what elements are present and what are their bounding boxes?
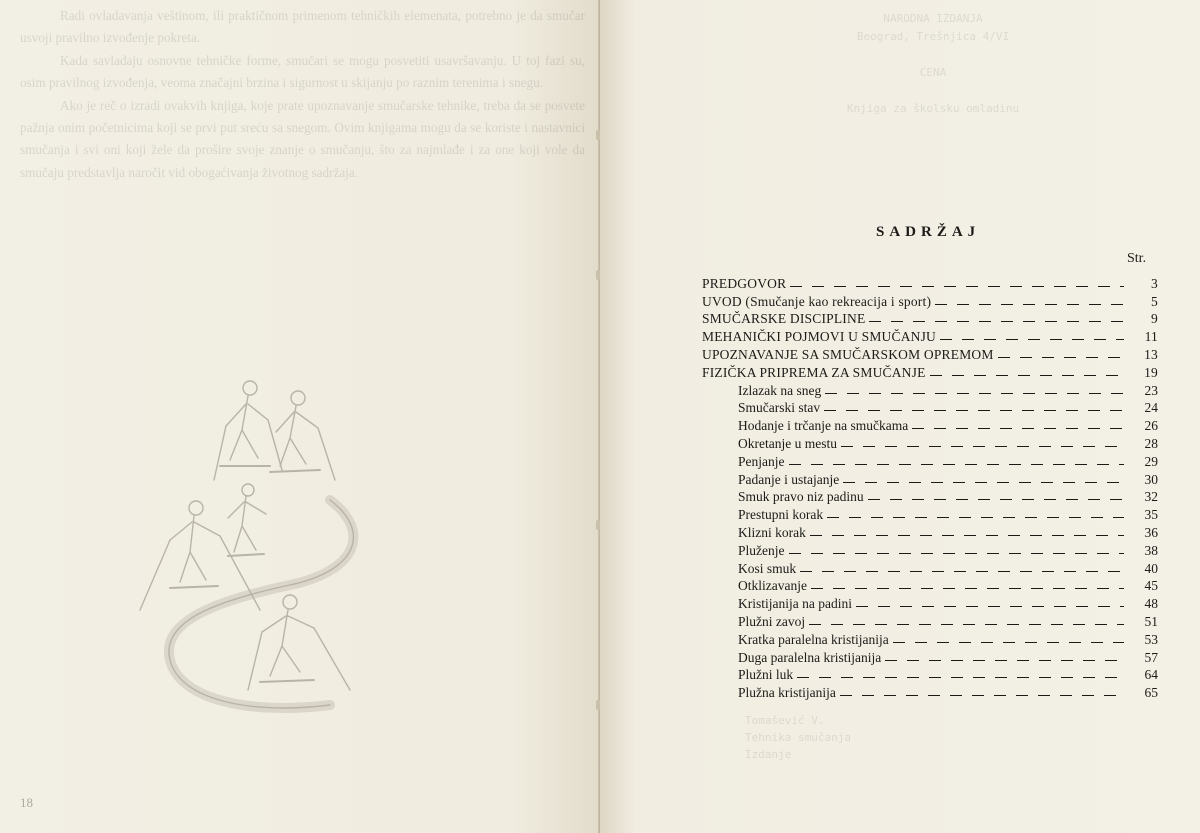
toc-leader-dashes (810, 535, 1124, 536)
toc-entry-page: 57 (1144, 649, 1158, 665)
ghost-paragraph: Ako je reč o izradi ovakvih knjiga, koje prate upoznavanje smučarske tehnike, treba da se posvete pažnja onim početnicima koji se prvi put sreću sa snegom. Ovim knjigama mogu da se koriste i nastavnici smučanja i svi oni koji žele da prošire svoje znanje o smučanju, što za najmlađe i za one koji vole da smučaju predstavlja naročit vid obogaćivanja životnog sadržaja. (20, 97, 585, 180)
left-page-number-ghost: 18 (20, 795, 33, 810)
toc-entry-label: Prestupni korak (738, 507, 824, 523)
toc-leader-dashes (935, 304, 1124, 305)
skiers-on-slope-icon (130, 370, 370, 750)
toc-entry-label: Okretanje u mestu (738, 435, 837, 451)
toc-entry (702, 363, 1158, 381)
toc-leader-dashes (824, 410, 1124, 411)
toc-entry-page: 38 (1144, 542, 1158, 558)
show-through-text (20, 5, 585, 184)
toc-entry-label: Plužni zavoj (738, 613, 806, 629)
toc-entry-page: 23 (1144, 382, 1158, 398)
toc-entry (702, 630, 1158, 648)
toc-title: SADRŽAJ (876, 224, 981, 240)
toc-entry (702, 666, 1158, 684)
toc-entry (702, 416, 1158, 434)
toc-entry-page: 29 (1144, 453, 1158, 469)
toc-entry-label: UVOD (Smučanje kao rekreacija i sport) (702, 293, 932, 309)
toc-leader-dashes (840, 695, 1124, 696)
toc-entry (702, 541, 1158, 559)
toc-leader-dashes (998, 357, 1124, 358)
toc-entry-label: Kratka paralelna kristijanija (738, 631, 889, 647)
toc-entry (702, 434, 1158, 452)
toc-entry (702, 381, 1158, 399)
toc-entry-page: 65 (1144, 685, 1158, 701)
toc-entry (702, 577, 1158, 595)
toc-leader-dashes (825, 393, 1124, 394)
toc-entry (702, 274, 1158, 292)
toc-entry (702, 292, 1158, 310)
toc-leader-dashes (790, 286, 1124, 287)
toc-leader-dashes (930, 375, 1124, 376)
toc-entry-page: 5 (1151, 293, 1158, 309)
toc-leader-dashes (797, 677, 1124, 678)
toc-leader-dashes (841, 446, 1124, 447)
toc-entry-page: 48 (1144, 596, 1158, 612)
toc-entry-label: PREDGOVOR (702, 275, 787, 291)
toc-entry-page: 9 (1151, 311, 1158, 327)
toc-entry-page: 28 (1144, 435, 1158, 451)
toc-entry-page: 53 (1144, 631, 1158, 647)
toc-leader-dashes (868, 499, 1124, 500)
toc-leader-dashes (809, 624, 1124, 625)
table-of-contents (702, 274, 1158, 701)
toc-leader-dashes (789, 464, 1125, 465)
toc-entry (702, 470, 1158, 488)
toc-entry-page: 40 (1144, 560, 1158, 576)
toc-entry-label: Plužna kristijanija (738, 685, 836, 701)
toc-leader-dashes (912, 428, 1124, 429)
toc-entry-page: 51 (1144, 613, 1158, 629)
toc-entry-page: 36 (1144, 524, 1158, 540)
toc-entry (702, 327, 1158, 345)
toc-entry-label: Kosi smuk (738, 560, 797, 576)
toc-entry-label: Hodanje i trčanje na smučkama (738, 418, 909, 434)
toc-entry-label: Smučarski stav (738, 400, 821, 416)
toc-leader-dashes (827, 517, 1124, 518)
toc-entry-label: Klizni korak (738, 524, 806, 540)
toc-entry-page: 3 (1151, 275, 1158, 291)
toc-entry-label: UPOZNAVANJE SA SMUČARSKOM OPREMOM (702, 346, 994, 362)
toc-entry-page: 26 (1144, 418, 1158, 434)
toc-leader-dashes (885, 660, 1124, 661)
toc-entry-label: Pluženje (738, 542, 785, 558)
toc-entry (702, 683, 1158, 701)
toc-entry-label: Plužni luk (738, 667, 794, 683)
toc-leader-dashes (940, 339, 1124, 340)
toc-entry (702, 345, 1158, 363)
toc-entry-page: 19 (1144, 364, 1158, 380)
ghost-paragraph: Kada savladaju osnovne tehničke forme, smučari se mogu posvetiti usavršavanju. U toj fazi su, osim pravilnog izvođenja, veoma značajni brzina i sigurnost u skijanju po raznim terenima i snegu. (20, 52, 585, 91)
toc-entry-page: 30 (1144, 471, 1158, 487)
toc-entry (702, 399, 1158, 417)
toc-entry-page: 32 (1144, 489, 1158, 505)
toc-entry-page: 11 (1144, 329, 1158, 345)
toc-entry-page: 13 (1144, 346, 1158, 362)
toc-entry-label: Kristijanija na padini (738, 596, 852, 612)
toc-entry-page: 24 (1144, 400, 1158, 416)
toc-entry-page: 45 (1144, 578, 1158, 594)
toc-entry-page: 35 (1144, 507, 1158, 523)
toc-entry-label: Penjanje (738, 453, 785, 469)
toc-leader-dashes (856, 606, 1124, 607)
toc-entry (702, 594, 1158, 612)
toc-entry-label: SMUČARSKE DISCIPLINE (702, 311, 866, 327)
toc-entry-label: Smuk pravo niz padinu (738, 489, 864, 505)
toc-leader-dashes (811, 588, 1124, 589)
toc-entry-label: FIZIČKA PRIPREMA ZA SMUČANJE (702, 364, 926, 380)
toc-entry (702, 505, 1158, 523)
toc-entry (702, 488, 1158, 506)
toc-entry (702, 310, 1158, 328)
toc-entry-label: Izlazak na sneg (738, 382, 822, 398)
toc-entry-page: 64 (1144, 667, 1158, 683)
toc-leader-dashes (869, 321, 1124, 322)
toc-leader-dashes (893, 642, 1124, 643)
toc-entry (702, 523, 1158, 541)
page-column-header: Str. (1127, 251, 1147, 266)
toc-entry-label: MEHANIČKI POJMOVI U SMUČANJU (702, 329, 936, 345)
toc-entry-label: Duga paralelna kristijanija (738, 649, 882, 665)
toc-entry (702, 559, 1158, 577)
show-through-text-right: NARODNA IZDANJA Beograd, Trešnjica 4/VI CENA Knjiga za školsku omladinu (846, 12, 1020, 115)
toc-entry (702, 612, 1158, 630)
toc-leader-dashes (789, 553, 1125, 554)
toc-entry (702, 452, 1158, 470)
toc-leader-dashes (843, 482, 1124, 483)
toc-entry (702, 648, 1158, 666)
toc-entry-label: Padanje i ustajanje (738, 471, 840, 487)
show-through-text-right-low: Tomašević V. Tehnika smučanja Izdanje (745, 714, 851, 761)
toc-leader-dashes (800, 571, 1124, 572)
toc-entry-label: Otklizavanje (738, 578, 807, 594)
ghost-paragraph: Radi ovladavanja veštinom, ili praktičnom primenom tehničkih elemenata, potrebno je da smučar usvoji pravilno izvođenje pokreta. (20, 8, 585, 46)
